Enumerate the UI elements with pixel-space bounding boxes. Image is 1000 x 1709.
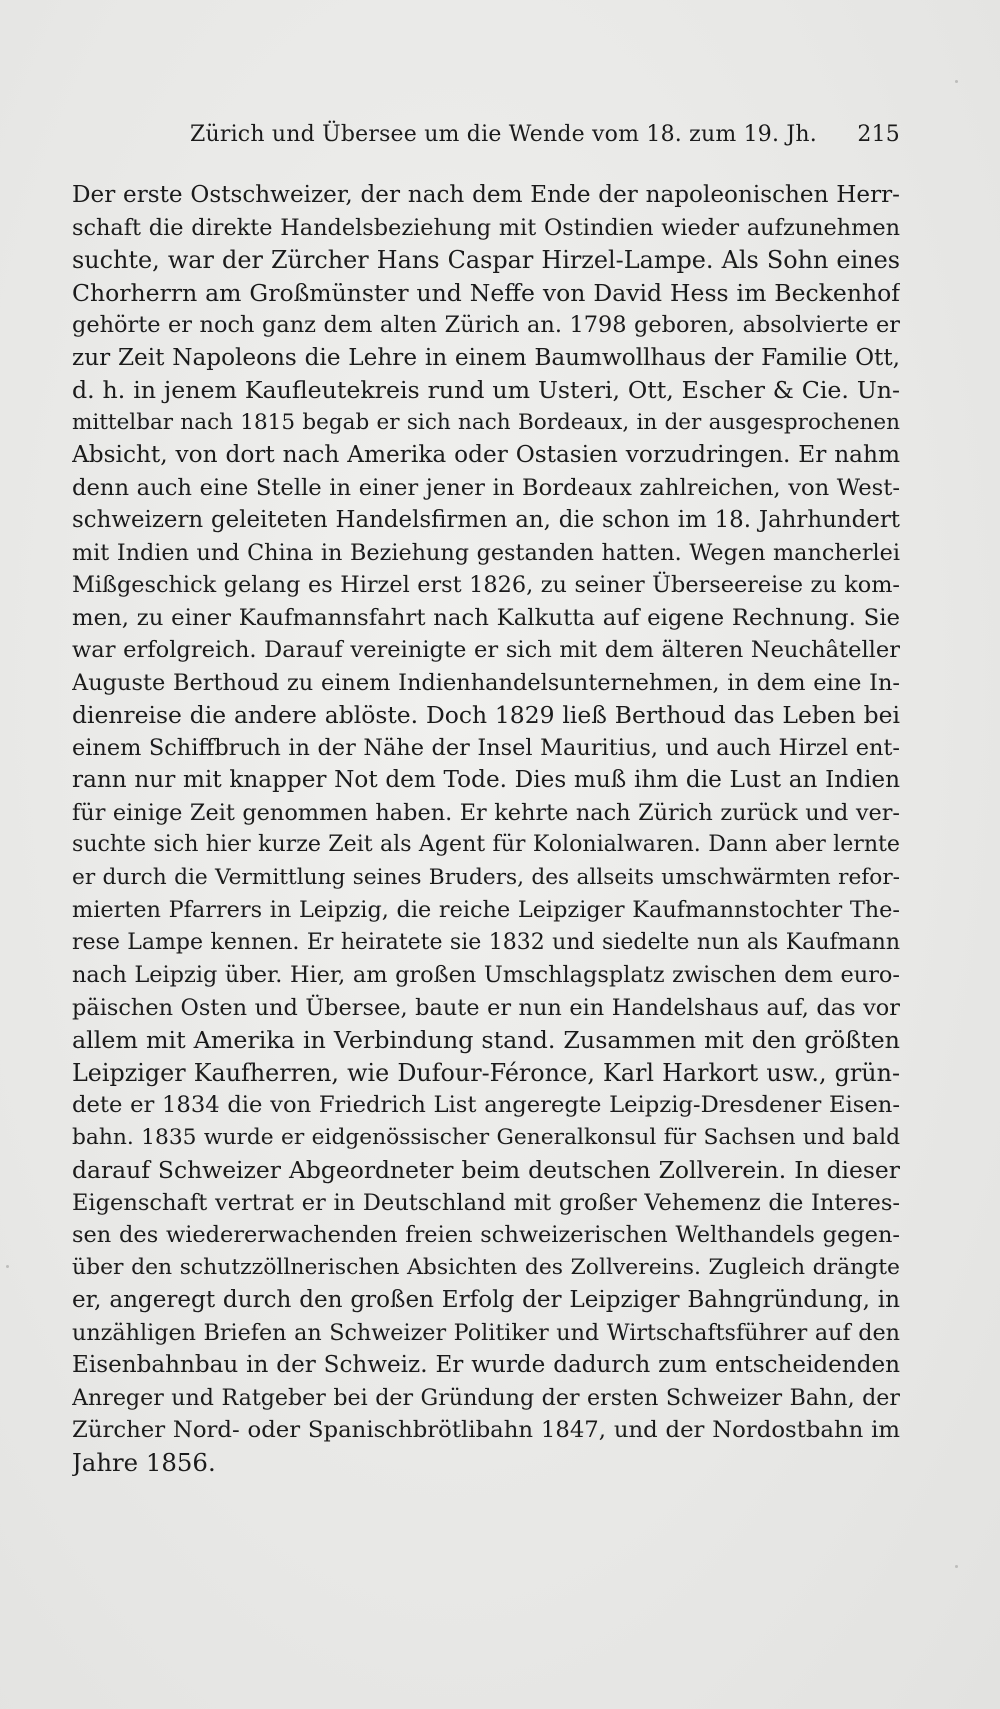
text-line: Mißgeschick gelang es Hirzel erst 1826, zu seiner Überseereise zu kom- [72, 572, 900, 598]
text-line-last: Jahre 1856. [72, 1447, 216, 1477]
text-line: bahn. 1835 wurde er eidgenössischer Generalkonsul für Sachsen und bald [72, 1124, 900, 1150]
text-line: suchte sich hier kurze Zeit als Agent für Kolonialwaren. Dann aber lernte [72, 832, 900, 857]
text-line: d. h. in jenem Kaufleutekreis rund um Usteri, Ott, Escher & Cie. Un- [72, 376, 900, 404]
text-line: Der erste Ostschweizer, der nach dem Ende der napoleonischen Herr- [72, 182, 900, 208]
text-line: Zürcher Nord- oder Spanischbrötlibahn 1847, und der Nordostbahn im [72, 1417, 900, 1443]
text-line: mierten Pfarrers in Leipzig, die reiche Leipziger Kaufmannstochter The- [72, 897, 900, 923]
text-line: Chorherrn am Großmünster und Neffe von David Hess im Beckenhof [72, 278, 900, 307]
text-line: gehörte er noch ganz dem alten Zürich an. 1798 geboren, absolvierte er [72, 312, 900, 338]
text-line: allem mit Amerika in Verbindung stand. Zusammen mit den größten [72, 1026, 900, 1054]
text-line: Auguste Berthoud zu einem Indienhandelsunternehmen, in dem eine In- [72, 669, 900, 696]
text-line: Anreger und Ratgeber bei der Gründung der ersten Schweizer Bahn, der [72, 1384, 900, 1411]
text-line: rann nur mit knapper Not dem Tode. Dies muß ihm die Lust an Indien [72, 767, 900, 793]
text-line: Eisenbahnbau in der Schweiz. Er wurde dadurch zum entscheidenden [72, 1352, 900, 1378]
text-line: unzähligen Briefen an Schweizer Politiker und Wirtschaftsführer auf den [72, 1319, 900, 1346]
running-title: Zürich und Übersee um die Wende vom 18. zum 19. Jh. [190, 122, 817, 147]
text-line: einem Schiffbruch in der Nähe der Insel Mauritius, und auch Hirzel ent- [72, 734, 900, 761]
text-line: dete er 1834 die von Friedrich List angeregte Leipzig-Dresdener Eisen- [72, 1092, 900, 1118]
text-line: war erfolgreich. Darauf vereinigte er sich mit dem älteren Neuchâteller [72, 637, 900, 663]
text-line: rese Lampe kennen. Er heiratete sie 1832 und siedelte nun als Kaufmann [72, 929, 900, 955]
text-line: über den schutzzöllnerischen Absichten des Zollvereins. Zugleich drängte [72, 1254, 900, 1280]
text-line: zur Zeit Napoleons die Lehre in einem Baumwollhaus der Familie Ott, [72, 344, 900, 371]
text-line: für einige Zeit genommen haben. Er kehrte nach Zürich zurück und ver- [72, 799, 900, 826]
text-line: nach Leipzig über. Hier, am großen Umschlagsplatz zwischen dem euro- [72, 962, 900, 988]
text-line: schweizern geleiteten Handelsfirmen an, die schon im 18. Jahrhundert [72, 507, 900, 533]
paper-speck [6, 1265, 9, 1268]
text-line: Absicht, von dort nach Amerika oder Ostasien vorzudringen. Er nahm [72, 441, 900, 468]
text-line: päischen Osten und Übersee, baute er nun ein Handelshaus auf, das vor [72, 994, 900, 1021]
text-line: men, zu einer Kaufmannsfahrt nach Kalkutta auf eigene Rechnung. Sie [72, 604, 900, 631]
text-line: Leipziger Kaufherren, wie Dufour-Féronce, Karl Harkort usw., grün- [72, 1058, 900, 1087]
page-header [190, 122, 900, 152]
text-line: schaft die direkte Handelsbeziehung mit Ostindien wieder aufzunehmen [72, 214, 900, 241]
body-paragraph [72, 179, 900, 1489]
text-line: Eigenschaft vertrat er in Deutschland mit großer Vehemenz die Interes- [72, 1189, 900, 1216]
text-line: mittelbar nach 1815 begab er sich nach Bordeaux, in der ausgesprochenen [72, 409, 900, 435]
text-line: mit Indien und China in Beziehung gestanden hatten. Wegen mancherlei [72, 539, 900, 566]
text-line: suchte, war der Zürcher Hans Caspar Hirzel-Lampe. Als Sohn eines [72, 246, 900, 274]
text-line: denn auch eine Stelle in einer jener in Bordeaux zahlreichen, von West- [72, 474, 900, 501]
text-line: dienreise die andere ablöste. Doch 1829 ließ Berthoud das Leben bei [72, 701, 900, 729]
text-line: er durch die Vermittlung seines Bruders, des allseits umschwärmten refor- [72, 864, 900, 890]
text-line: sen des wiedererwachenden freien schweizerischen Welthandels gegen- [72, 1222, 900, 1248]
page-number: 215 [857, 122, 900, 147]
paper-speck [955, 1565, 958, 1568]
text-line: darauf Schweizer Abgeordneter beim deutschen Zollverein. In dieser [72, 1156, 900, 1184]
text-line: er, angeregt durch den großen Erfolg der Leipziger Bahngründung, in [72, 1287, 900, 1313]
paper-speck [955, 80, 958, 83]
